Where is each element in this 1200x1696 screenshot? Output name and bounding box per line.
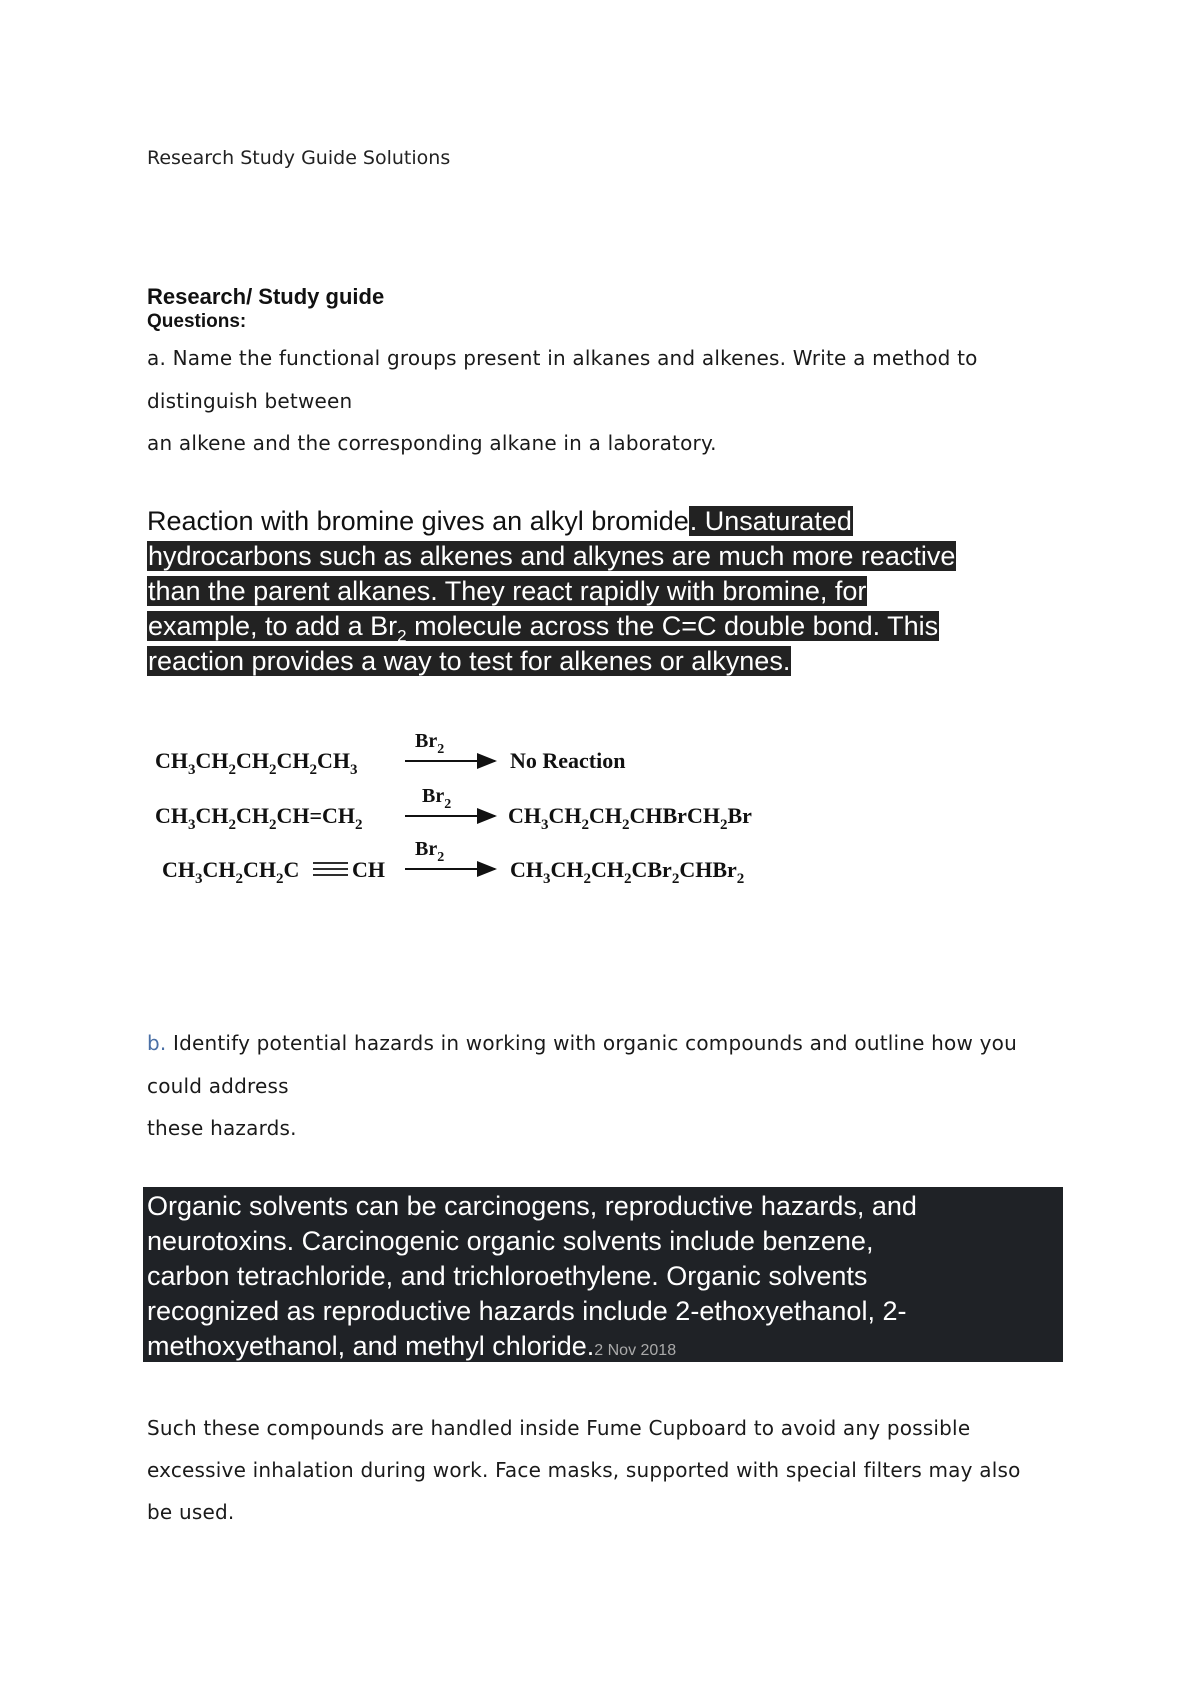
reaction-3-reagent: $Br_2$: [415, 838, 445, 865]
question-b-line-2: could address: [147, 1074, 289, 1098]
answer-a-plain-text: Reaction with bromine gives an alkyl bromide: [147, 506, 689, 536]
questions-label: Questions:: [147, 311, 247, 332]
answer-b-line-3: carbon tetrachloride, and trichloroethylene. Organic solvents: [147, 1261, 868, 1291]
reaction-2-reagent: $Br_2$: [422, 785, 452, 812]
reaction-1-product: No Reaction: [510, 748, 626, 773]
reaction-3-reactant: $CH_3CH_2CH_2C$: [162, 857, 300, 887]
answer-a-line-3: than the parent alkanes. They react rapidly with bromine, for: [148, 576, 867, 606]
document-header: Research Study Guide Solutions: [147, 147, 451, 169]
answer-b-line-1: Organic solvents can be carcinogens, reproductive hazards, and: [147, 1191, 917, 1221]
reaction-3-reactant-end: CH: [352, 857, 385, 882]
final-answer-line-3: be used.: [147, 1500, 235, 1524]
answer-b-line-2: neurotoxins. Carcinogenic organic solvents include benzene,: [147, 1226, 874, 1256]
answer-a-highlight: . Unsaturated: [689, 506, 852, 536]
answer-b-line-5: methoxyethanol, and methyl chloride.2 Nov 2018: [147, 1331, 677, 1361]
question-a-line-2: distinguish between: [147, 389, 353, 413]
answer-a-line-1: [147, 504, 853, 539]
reaction-2-reactant: $CH_3CH_2CH_2CH=CH_2$: [155, 803, 363, 833]
question-b-line-3: these hazards.: [147, 1116, 297, 1140]
reaction-1-reagent: $Br_2$: [415, 730, 445, 757]
final-answer-line-1: Such these compounds are handled inside Fume Cupboard to avoid any possible: [147, 1416, 971, 1440]
question-b-prefix: b.: [147, 1031, 167, 1055]
section-title: Research/ Study guide: [147, 284, 385, 309]
reaction-1-reactant: $CH_3CH_2CH_2CH_2CH_3$: [155, 748, 358, 778]
question-a-line-1: a. Name the functional groups present in alkanes and alkenes. Write a method to: [147, 346, 978, 370]
answer-a-line-5: reaction provides a way to test for alkenes or alkynes.: [148, 646, 791, 676]
reaction-2-product: $CH_3CH_2CH_2CHBrCH_2Br$: [508, 803, 752, 833]
answer-b-line-4: recognized as reproductive hazards include 2-ethoxyethanol, 2-: [147, 1296, 907, 1326]
reaction-3-product: $CH_3CH_2CH_2CBr_2CHBr_2$: [510, 857, 745, 887]
bromination-reactions-diagram: [150, 725, 810, 905]
question-a-line-3: an alkene and the corresponding alkane in a laboratory.: [147, 431, 717, 455]
answer-a-line-2: hydrocarbons such as alkenes and alkynes are much more reactive: [148, 541, 956, 571]
question-b-line-1: b. Identify potential hazards in working with organic compounds and outline how you: [147, 1031, 1017, 1055]
answer-a-paragraph: [147, 504, 1107, 684]
final-answer-line-2: excessive inhalation during work. Face masks, supported with special filters may also: [147, 1458, 1021, 1482]
answer-a-line-4: example, to add a $Br_2$ molecule across the C=C double bond. This: [148, 611, 939, 646]
triple-bond-icon: [313, 863, 348, 875]
answer-b-date: 2 Nov 2018: [594, 1342, 677, 1359]
